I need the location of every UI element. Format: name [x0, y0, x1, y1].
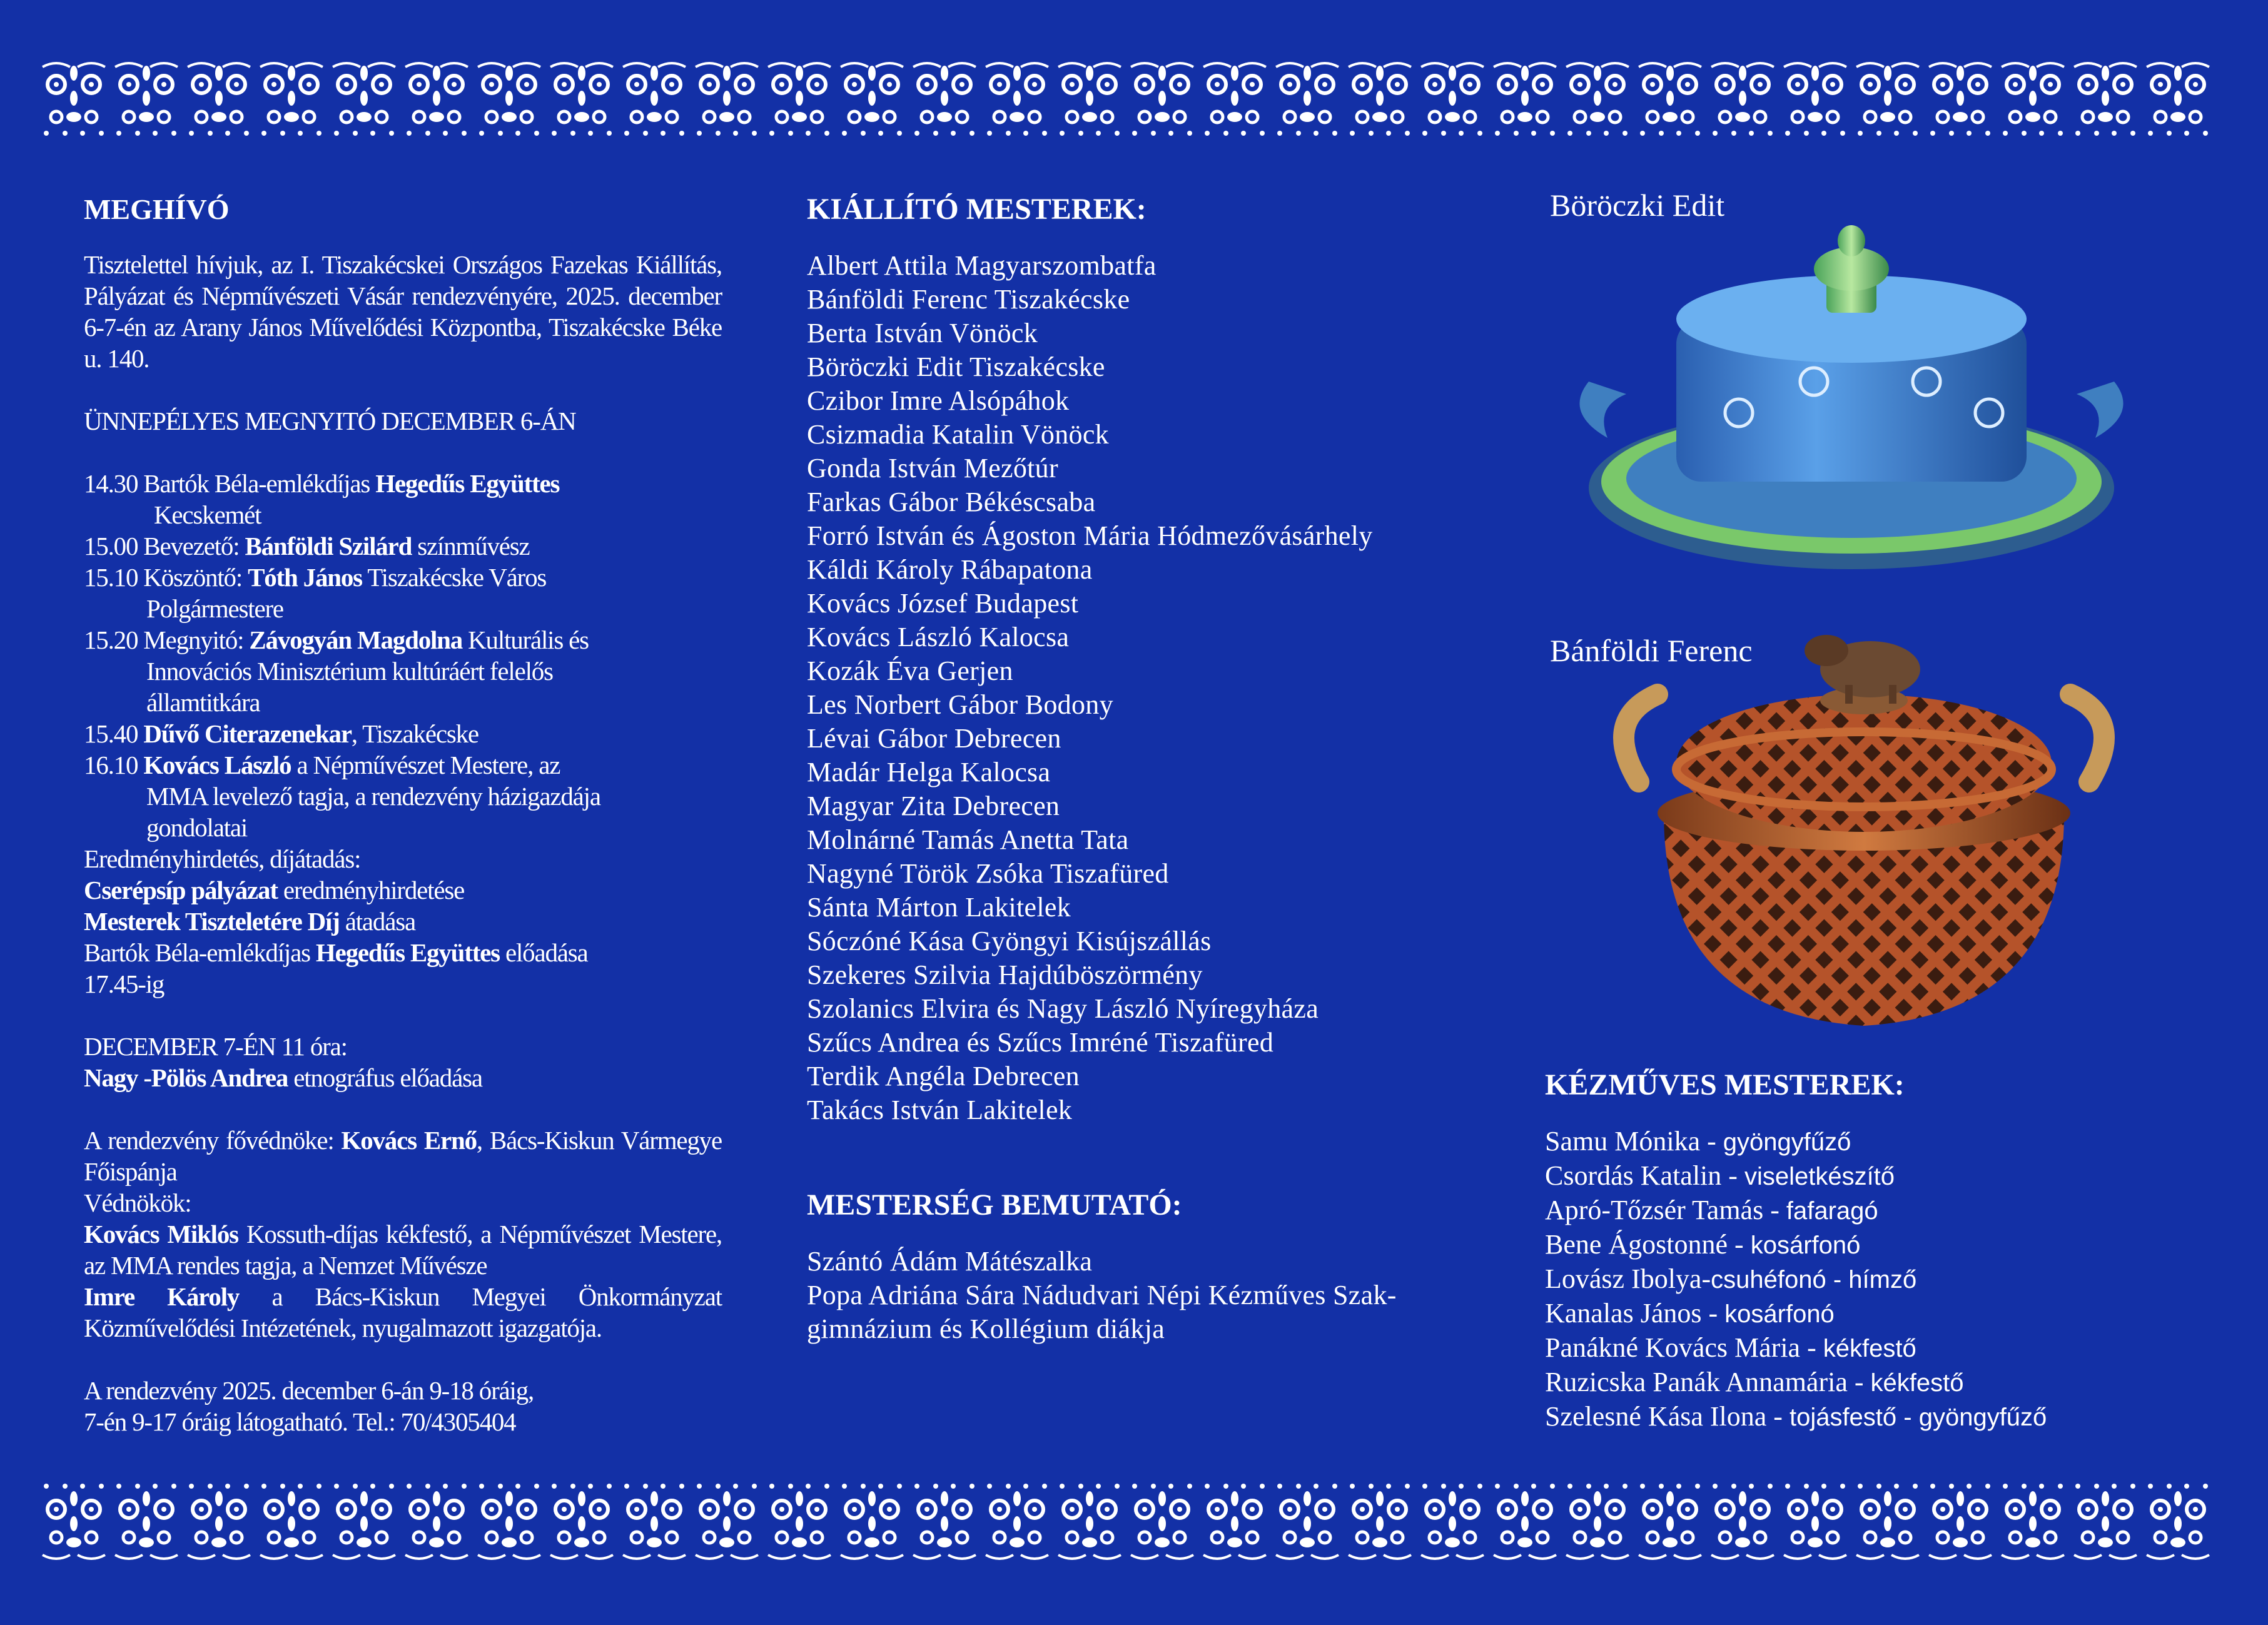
craftsman-name: Szelesné Kása Ilona -: [1545, 1401, 1790, 1432]
demo-2: Popa Adriána Sára Nádudvari Népi Kézműves Szak-: [807, 1280, 1397, 1310]
exhibitor-item: Kozák Éva Gerjen: [807, 656, 1013, 686]
craftsman-name: Csordás Katalin -: [1545, 1160, 1744, 1191]
results-3: Bartók Béla-emlékdíjas Hegedűs Együttes előadása: [84, 938, 588, 967]
exhibitor-item: Kovács József Budapest: [807, 588, 1079, 619]
craftsman-name: Bene Ágostonné -: [1545, 1229, 1751, 1260]
exhibitor-item: Magyar Zita Debrecen: [807, 791, 1060, 821]
top-floral-border-icon: [38, 59, 2214, 144]
craftsman-name: Kanalas János -: [1545, 1298, 1725, 1329]
exhibitor-item: Csizmadia Katalin Vönöck: [807, 419, 1109, 450]
dec7-title: DECEMBER 7-ÉN 11 óra:: [84, 1032, 347, 1061]
exhibitor-item: Sóczóné Kása Gyöngyi Kisújszállás: [807, 926, 1212, 956]
opening-hours-2: 7-én 9-17 óráig látogatható. Tel.: 70/4305404: [84, 1407, 516, 1436]
exhibitor-item: Farkas Gábor Békéscsaba: [807, 487, 1096, 517]
program-4: 15.20 Megnyitó: Závogyán Magdolna Kulturális és: [84, 625, 589, 654]
pot-2-caption: Bánföldi Ferenc: [1550, 633, 1753, 668]
craftsman-name: Panákné Kovács Mária -: [1545, 1332, 1823, 1363]
exhibitor-item: Kovács László Kalocsa: [807, 622, 1070, 652]
craftsman-item: [1545, 1193, 2233, 1228]
demo-1: Szántó Ádám Mátészalka: [807, 1246, 1093, 1277]
program-4-cont-2: államtitkára: [146, 688, 260, 717]
craftsman-item: [1545, 1228, 2233, 1262]
craft-type: kosárfonó: [1750, 1232, 1861, 1259]
patron-main: A rendezvény fővédnöke: Kovács Ernő, Bács-Kiskun Vármegye Főispánja: [84, 1126, 722, 1186]
opening-title: ÜNNEPÉLYES MEGNYITÓ DECEMBER 6-ÁN: [84, 407, 576, 435]
exhibitor-item: Czibor Imre Alsópáhok: [807, 385, 1070, 416]
program-1: 14.30 Bartók Béla-emlékdíjas Hegedűs Együttes: [84, 469, 560, 498]
invitation-intro: Tisztelettel hívjuk, az I. Tiszakécskei Országos Fazekas Kiállítás, Pályázat és Népművészeti Vásár rendezvényére, 2025. december 6-7-én az Arany János Művelődési Központba, Tiszakécske Béke u. 140.: [84, 250, 722, 373]
exhibitor-item: Bánföldi Ferenc Tiszakécske: [807, 284, 1130, 315]
craftsman-item: [1545, 1365, 2233, 1400]
exhibitor-item: Szűcs Andrea és Szűcs Imréné Tiszafüred: [807, 1027, 1274, 1058]
exhibitor-item: Terdik Angéla Debrecen: [807, 1061, 1080, 1091]
patron-2: Imre Károly a Bács-Kiskun Megyei Önkormányzat Közművelődési Intézetének, nyugalmazott igazgatója.: [84, 1282, 722, 1342]
exhibitor-item: Gonda István Mezőtúr: [807, 453, 1058, 483]
craftsman-name: Apró-Tőzsér Tamás -: [1545, 1195, 1786, 1225]
exhibitor-item: Sánta Márton Lakitelek: [807, 892, 1071, 923]
craftsman-item: [1545, 1331, 2233, 1365]
results-3-time: 17.45-ig: [84, 969, 165, 998]
crafts-title: KÉZMŰVES MESTEREK:: [1545, 1068, 1905, 1101]
exhibitor-item: Molnárné Tamás Anetta Tata: [807, 824, 1129, 855]
dec7-lecture: Nagy -Pölös Andrea etnográfus előadása: [84, 1063, 482, 1092]
craftsman-item: [1545, 1262, 2233, 1297]
craft-type: kékfestő: [1823, 1335, 1916, 1362]
exhibitor-item: Szekeres Szilvia Hajdúböszörmény: [807, 959, 1203, 990]
exhibitors-column: [807, 188, 1526, 1346]
crafts-list: [1545, 1125, 2233, 1434]
crafts-column: [1545, 1063, 2233, 1434]
results-1: Cserépsíp pályázat eredményhirdetése: [84, 876, 465, 904]
patrons-title: Védnökök:: [84, 1188, 191, 1217]
craft-type: tojásfestő - gyöngyfűző: [1789, 1404, 2047, 1431]
invitation-title: MEGHÍVÓ: [84, 193, 230, 225]
craft-type: viseletkészítő: [1744, 1163, 1895, 1190]
exhibitor-item: Káldi Károly Rábapatona: [807, 554, 1093, 585]
results-title: Eredményhirdetés, díjátadás:: [84, 844, 361, 873]
craft-type: fafaragó: [1786, 1197, 1878, 1225]
craftsman-name: Ruzicska Panák Annamária -: [1545, 1367, 1871, 1397]
blue-ceramic-butter-dish-icon: [1551, 225, 2152, 594]
craftsman-item: [1545, 1400, 2233, 1434]
opening-hours-1: A rendezvény 2025. december 6-án 9-18 óráig,: [84, 1376, 534, 1405]
exhibitor-item: Madár Helga Kalocsa: [807, 757, 1051, 787]
exhibitor-item: Lévai Gábor Debrecen: [807, 723, 1061, 754]
program-4-cont: Innovációs Minisztérium kultúráért felelős: [146, 657, 553, 686]
exhibitor-item: Forró István és Ágoston Mária Hódmezővásárhely: [807, 520, 1373, 551]
invitation-column: [84, 188, 722, 1437]
program-2: 15.00 Bevezető: Bánföldi Szilárd színművész: [84, 532, 530, 560]
program-3-cont: Polgármestere: [146, 594, 283, 623]
craft-type: gyöngyfűző: [1723, 1128, 1851, 1156]
craftsman-item: [1545, 1159, 2233, 1193]
exhibitor-item: Nagyné Török Zsóka Tiszafüred: [807, 858, 1169, 889]
craftsman-item: [1545, 1297, 2233, 1331]
openwork-terracotta-pot-icon: [1601, 625, 2127, 1038]
exhibitor-item: Böröczki Edit Tiszakécske: [807, 352, 1105, 382]
results-2: Mesterek Tiszteletére Díj átadása: [84, 907, 415, 936]
craft-type: kosárfonó: [1724, 1300, 1835, 1328]
exhibitor-item: Albert Attila Magyarszombatfa: [807, 250, 1157, 281]
program-3: 15.10 Köszöntő: Tóth János Tiszakécske Város: [84, 563, 547, 592]
exhibitor-item: Les Norbert Gábor Bodony: [807, 689, 1113, 720]
craftsman-item: [1545, 1125, 2233, 1159]
craftsman-name: Samu Mónika -: [1545, 1126, 1723, 1157]
craftsman-name: Lovász Ibolya-: [1545, 1263, 1711, 1294]
demo-3: gimnázium és Kollégium diákja: [807, 1314, 1165, 1344]
exhibitor-item: Berta István Vönöck: [807, 318, 1038, 348]
exhibitor-item: Takács István Lakitelek: [807, 1095, 1073, 1125]
patron-1: Kovács Miklós Kossuth-díjas kékfestő, a Népművészet Mestere, az MMA rendes tagja, a Nemzet Művésze: [84, 1220, 722, 1280]
program-6-cont-2: gondolatai: [146, 813, 248, 842]
craft-type: csuhéfonó - hímző: [1711, 1266, 1917, 1293]
program-5: 15.40 Dűvő Citerazenekar, Tiszakécske: [84, 719, 478, 748]
exhibitor-list: [807, 249, 1526, 1127]
craft-type: kékfestő: [1870, 1369, 1964, 1397]
demo-title: MESTERSÉG BEMUTATÓ:: [807, 1188, 1182, 1222]
pot-1-caption: Böröczki Edit: [1550, 188, 1725, 223]
program-1-city: Kecskemét: [154, 500, 261, 529]
exhibitors-title: KIÁLLÍTÓ MESTEREK:: [807, 193, 1147, 226]
bottom-floral-border-icon: [38, 1475, 2214, 1562]
program-6-cont: MMA levelező tagja, a rendezvény házigazdája: [146, 782, 600, 811]
program-6: 16.10 Kovács László a Népművészet Mestere, az: [84, 751, 560, 779]
exhibitor-item: Szolanics Elvira és Nagy László Nyíregyháza: [807, 993, 1319, 1024]
